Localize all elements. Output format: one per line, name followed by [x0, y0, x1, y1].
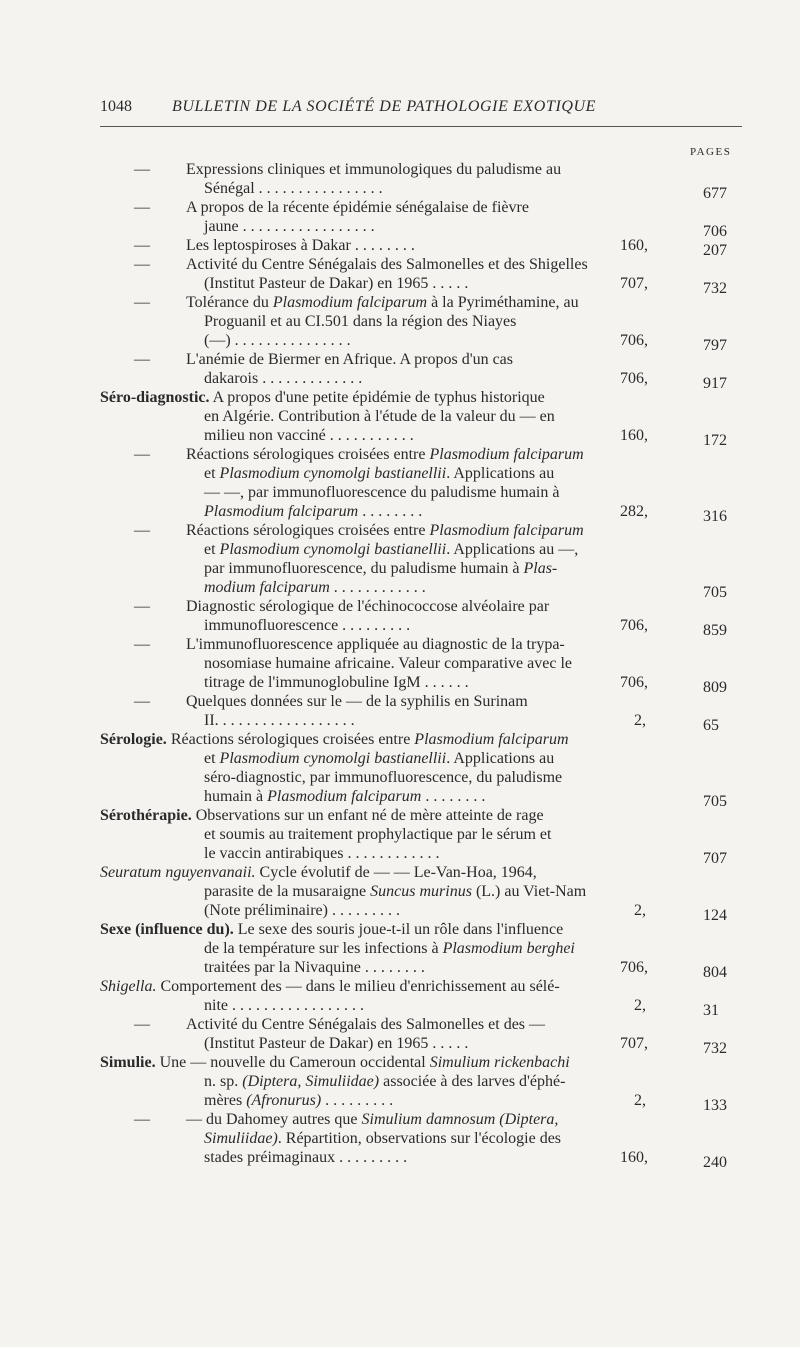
entry-heading: Seuratum nguyenvanaii.: [100, 864, 256, 881]
index-entry: [100, 692, 742, 734]
entry-dash: —: [134, 636, 150, 653]
entry-line: [100, 1053, 742, 1072]
entry-line: [100, 749, 742, 768]
index-entry: [100, 350, 742, 392]
entry-line: [100, 559, 742, 578]
index-entry: [100, 597, 742, 639]
entry-text: et Plasmodium cynomolgi bastianellii. Applications au —,: [204, 541, 579, 558]
entry-line: [100, 274, 742, 297]
entry-text: Expressions cliniques et immunologiques du paludisme au: [186, 161, 562, 178]
entry-line: [100, 958, 742, 981]
volume-number: 706,: [620, 370, 648, 387]
entry-line: [100, 711, 742, 734]
entry-text: Le sexe des souris joue-t-il un rôle dans l'influence: [237, 921, 564, 938]
index-entry: [100, 863, 742, 924]
entry-dash: —: [134, 199, 150, 216]
volume-number: 706,: [620, 674, 648, 691]
entry-dash: —: [134, 294, 150, 311]
entry-text: L'anémie de Biermer en Afrique. A propos d'un cas: [186, 351, 514, 368]
index-entry: [100, 635, 742, 696]
entry-line: [100, 977, 742, 996]
entry-line: [100, 312, 742, 331]
entry-line: [100, 768, 742, 787]
page-number: 1048: [100, 98, 132, 115]
entry-text: modium falciparum . . . . . . . . . . . .: [204, 579, 426, 596]
entry-line: [100, 1072, 742, 1091]
entry-line: [100, 217, 742, 240]
entry-text: Tolérance du Plasmodium falciparum à la Pyriméthamine, au: [186, 294, 579, 311]
index-entry: [100, 198, 742, 240]
entry-line: [100, 844, 742, 867]
pages-column-label: PAGES: [690, 146, 732, 158]
entry-text: — du Dahomey autres que Simulium damnosum (Diptera,: [186, 1111, 559, 1128]
index-entry: [100, 521, 742, 601]
entry-text: Réactions sérologiques croisées entre Plasmodium falciparum: [170, 731, 569, 748]
page-reference: 809: [703, 679, 727, 696]
entry-text: (Institut Pasteur de Dakar) en 1965 . . . . .: [204, 1035, 469, 1052]
entry-text: Quelques données sur le — de la syphilis en Surinam: [186, 693, 528, 710]
page-reference: 707: [703, 850, 727, 867]
index-entry: [100, 236, 742, 259]
entry-text: mères (Afronurus) . . . . . . . . .: [204, 1092, 394, 1109]
entry-text: et Plasmodium cynomolgi bastianellii. Applications au: [204, 750, 555, 767]
entry-text: par immunofluorescence, du paludisme humain à Plas-: [204, 560, 558, 577]
entry-text: (Note préliminaire) . . . . . . . . .: [204, 902, 400, 919]
entry-dash: —: [134, 522, 150, 539]
page-reference: 316: [703, 508, 727, 525]
entry-dash: —: [134, 256, 150, 273]
entry-line: [100, 540, 742, 559]
index-entry: [100, 255, 742, 297]
entry-line: [100, 483, 742, 502]
entry-dash: —: [134, 693, 150, 710]
entry-line: [100, 673, 742, 696]
entry-heading: Sérothérapie.: [100, 807, 192, 824]
entry-dash: —: [134, 446, 150, 463]
entry-line: [100, 426, 742, 449]
entry-dash: —: [134, 1111, 150, 1128]
entry-text: séro-diagnostic, par immunofluorescence, du paludisme: [204, 769, 563, 786]
entry-text: Comportement des — dans le milieu d'enrichissement au sélé-: [160, 978, 560, 995]
entry-line: [100, 445, 742, 464]
entry-heading: Shigella.: [100, 978, 157, 995]
page-reference: 732: [703, 1040, 727, 1057]
entry-heading: Séro-diagnostic.: [100, 389, 210, 406]
entry-line: [100, 1110, 742, 1129]
volume-number: 160,: [620, 237, 648, 254]
volume-number: 2,: [634, 712, 646, 729]
entry-text: stades préimaginaux . . . . . . . . .: [204, 1149, 408, 1166]
page-reference: 240: [703, 1154, 727, 1171]
entry-line: [100, 882, 742, 901]
entry-line: [100, 388, 742, 407]
entry-text: de la température sur les infections à Plasmodium berghei: [204, 940, 575, 957]
page-reference: 133: [703, 1097, 727, 1114]
entry-line: [100, 730, 742, 749]
entry-text: en Algérie. Contribution à l'étude de la valeur du — en: [204, 408, 555, 425]
entry-text: Cycle évolutif de — — Le-Van-Hoa, 1964,: [259, 864, 537, 881]
index-entry: [100, 977, 742, 1019]
entry-line: [100, 1034, 742, 1057]
index-entries: [100, 160, 742, 1171]
page-reference: 705: [703, 793, 727, 810]
entry-text: traitées par la Nivaquine . . . . . . . .: [204, 959, 425, 976]
entry-text: nosomiase humaine africaine. Valeur comparative avec le: [204, 655, 572, 672]
volume-number: 2,: [634, 1092, 646, 1109]
entry-text: Une — nouvelle du Cameroun occidental Simulium rickenbachi: [159, 1054, 570, 1071]
entry-line: [100, 901, 742, 924]
entry-text: Activité du Centre Sénégalais des Salmonelles et des Shigelles: [186, 256, 588, 273]
entry-line: [100, 578, 742, 601]
entry-text: Observations sur un enfant né de mère atteinte de rage: [195, 807, 544, 824]
entry-line: [100, 635, 742, 654]
entry-text: A propos d'une petite épidémie de typhus historique: [212, 389, 545, 406]
index-entry: [100, 1053, 742, 1114]
entry-text: A propos de la récente épidémie sénégalaise de fièvre: [186, 199, 529, 216]
page-reference: 706: [703, 223, 727, 240]
entry-text: Les leptospiroses à Dakar . . . . . . . .: [186, 237, 415, 254]
entry-heading: Sexe (influence du).: [100, 921, 234, 938]
entry-line: [100, 160, 742, 179]
page-reference: 207: [703, 242, 727, 259]
entry-dash: —: [134, 237, 150, 254]
index-entry: [100, 1110, 742, 1171]
running-title: BULLETIN DE LA SOCIÉTÉ DE PATHOLOGIE EXOTIQUE: [172, 98, 597, 115]
volume-number: 706,: [620, 959, 648, 976]
page-reference: 804: [703, 964, 727, 981]
entry-text: Proguanil et au CI.501 dans la région des Niayes: [204, 313, 517, 330]
entry-line: [100, 996, 742, 1019]
entry-text: dakarois . . . . . . . . . . . . .: [204, 370, 363, 387]
entry-text: milieu non vacciné . . . . . . . . . . .: [204, 427, 414, 444]
index-entry: [100, 920, 742, 981]
entry-line: [100, 654, 742, 673]
page-reference: 124: [703, 907, 727, 924]
entry-line: [100, 236, 742, 259]
page-reference: 705: [703, 584, 727, 601]
page-reference: 172: [703, 432, 727, 449]
entry-line: [100, 331, 742, 354]
entry-line: [100, 407, 742, 426]
volume-number: 706,: [620, 332, 648, 349]
index-entry: [100, 160, 742, 202]
page-reference: 677: [703, 185, 727, 202]
entry-text: Simuliidae). Répartition, observations sur l'écologie des: [204, 1130, 562, 1147]
index-entry: [100, 293, 742, 354]
entry-text: le vaccin antirabiques . . . . . . . . . . . .: [204, 845, 440, 862]
volume-number: 282,: [620, 503, 648, 520]
volume-number: 707,: [620, 275, 648, 292]
volume-number: 2,: [634, 997, 646, 1014]
entry-text: (—) . . . . . . . . . . . . . . .: [204, 332, 351, 349]
entry-text: Plasmodium falciparum . . . . . . . .: [204, 503, 423, 520]
entry-text: n. sp. (Diptera, Simuliidae) associée à des larves d'éphé-: [204, 1073, 566, 1090]
entry-text: L'immunofluorescence appliquée au diagnostic de la trypa-: [186, 636, 565, 653]
entry-text: nite . . . . . . . . . . . . . . . . .: [204, 997, 364, 1014]
entry-line: [100, 692, 742, 711]
entry-line: [100, 825, 742, 844]
page-reference: 31: [703, 1002, 719, 1019]
entry-text: Réactions sérologiques croisées entre Plasmodium falciparum: [186, 522, 584, 539]
entry-heading: Sérologie.: [100, 731, 167, 748]
entry-heading: Simulie.: [100, 1054, 156, 1071]
entry-line: [100, 521, 742, 540]
entry-text: jaune . . . . . . . . . . . . . . . . .: [204, 218, 375, 235]
entry-line: [100, 255, 742, 274]
entry-dash: —: [134, 351, 150, 368]
entry-text: — —, par immunofluorescence du paludisme humain à: [204, 484, 560, 501]
entry-text: Sénégal . . . . . . . . . . . . . . . .: [204, 180, 383, 197]
index-entry: [100, 445, 742, 525]
entry-line: [100, 464, 742, 483]
entry-line: [100, 350, 742, 369]
entry-dash: —: [134, 161, 150, 178]
entry-dash: —: [134, 598, 150, 615]
entry-line: [100, 198, 742, 217]
entry-line: [100, 787, 742, 810]
page-reference: 797: [703, 337, 727, 354]
entry-line: [100, 863, 742, 882]
volume-number: 160,: [620, 427, 648, 444]
entry-line: [100, 502, 742, 525]
entry-text: Activité du Centre Sénégalais des Salmonelles et des —: [186, 1016, 546, 1033]
entry-text: humain à Plasmodium falciparum . . . . . . . .: [204, 788, 486, 805]
entry-dash: —: [134, 1016, 150, 1033]
entry-line: [100, 616, 742, 639]
entry-line: [100, 293, 742, 312]
entry-line: [100, 1015, 742, 1034]
page-reference: 917: [703, 375, 727, 392]
volume-number: 2,: [634, 902, 646, 919]
entry-line: [100, 597, 742, 616]
volume-number: 160,: [620, 1149, 648, 1166]
entry-text: titrage de l'immunoglobuline IgM . . . . . .: [204, 674, 469, 691]
entry-line: [100, 179, 742, 202]
index-entry: [100, 806, 742, 867]
entry-line: [100, 1148, 742, 1171]
entry-text: parasite de la musaraigne Suncus murinus (L.) au Viet-Nam: [204, 883, 587, 900]
volume-number: 706,: [620, 617, 648, 634]
index-entry: [100, 1015, 742, 1057]
entry-text: immunofluorescence . . . . . . . . .: [204, 617, 411, 634]
entry-line: [100, 1091, 742, 1114]
volume-number: 707,: [620, 1035, 648, 1052]
entry-line: [100, 939, 742, 958]
entry-text: II. . . . . . . . . . . . . . . . . .: [204, 712, 355, 729]
page-reference: 65: [703, 717, 719, 734]
header-rule: [100, 126, 742, 127]
page-reference: 859: [703, 622, 727, 639]
index-entry: [100, 388, 742, 449]
page-reference: 732: [703, 280, 727, 297]
entry-line: [100, 369, 742, 392]
entry-text: Diagnostic sérologique de l'échinococcose alvéolaire par: [186, 598, 550, 615]
index-entry: [100, 730, 742, 810]
entry-text: Réactions sérologiques croisées entre Plasmodium falciparum: [186, 446, 584, 463]
entry-line: [100, 920, 742, 939]
entry-text: (Institut Pasteur de Dakar) en 1965 . . . . .: [204, 275, 469, 292]
entry-text: et Plasmodium cynomolgi bastianellii. Applications au: [204, 465, 555, 482]
entry-line: [100, 806, 742, 825]
entry-text: et soumis au traitement prophylactique par le sérum et: [204, 826, 552, 843]
entry-line: [100, 1129, 742, 1148]
